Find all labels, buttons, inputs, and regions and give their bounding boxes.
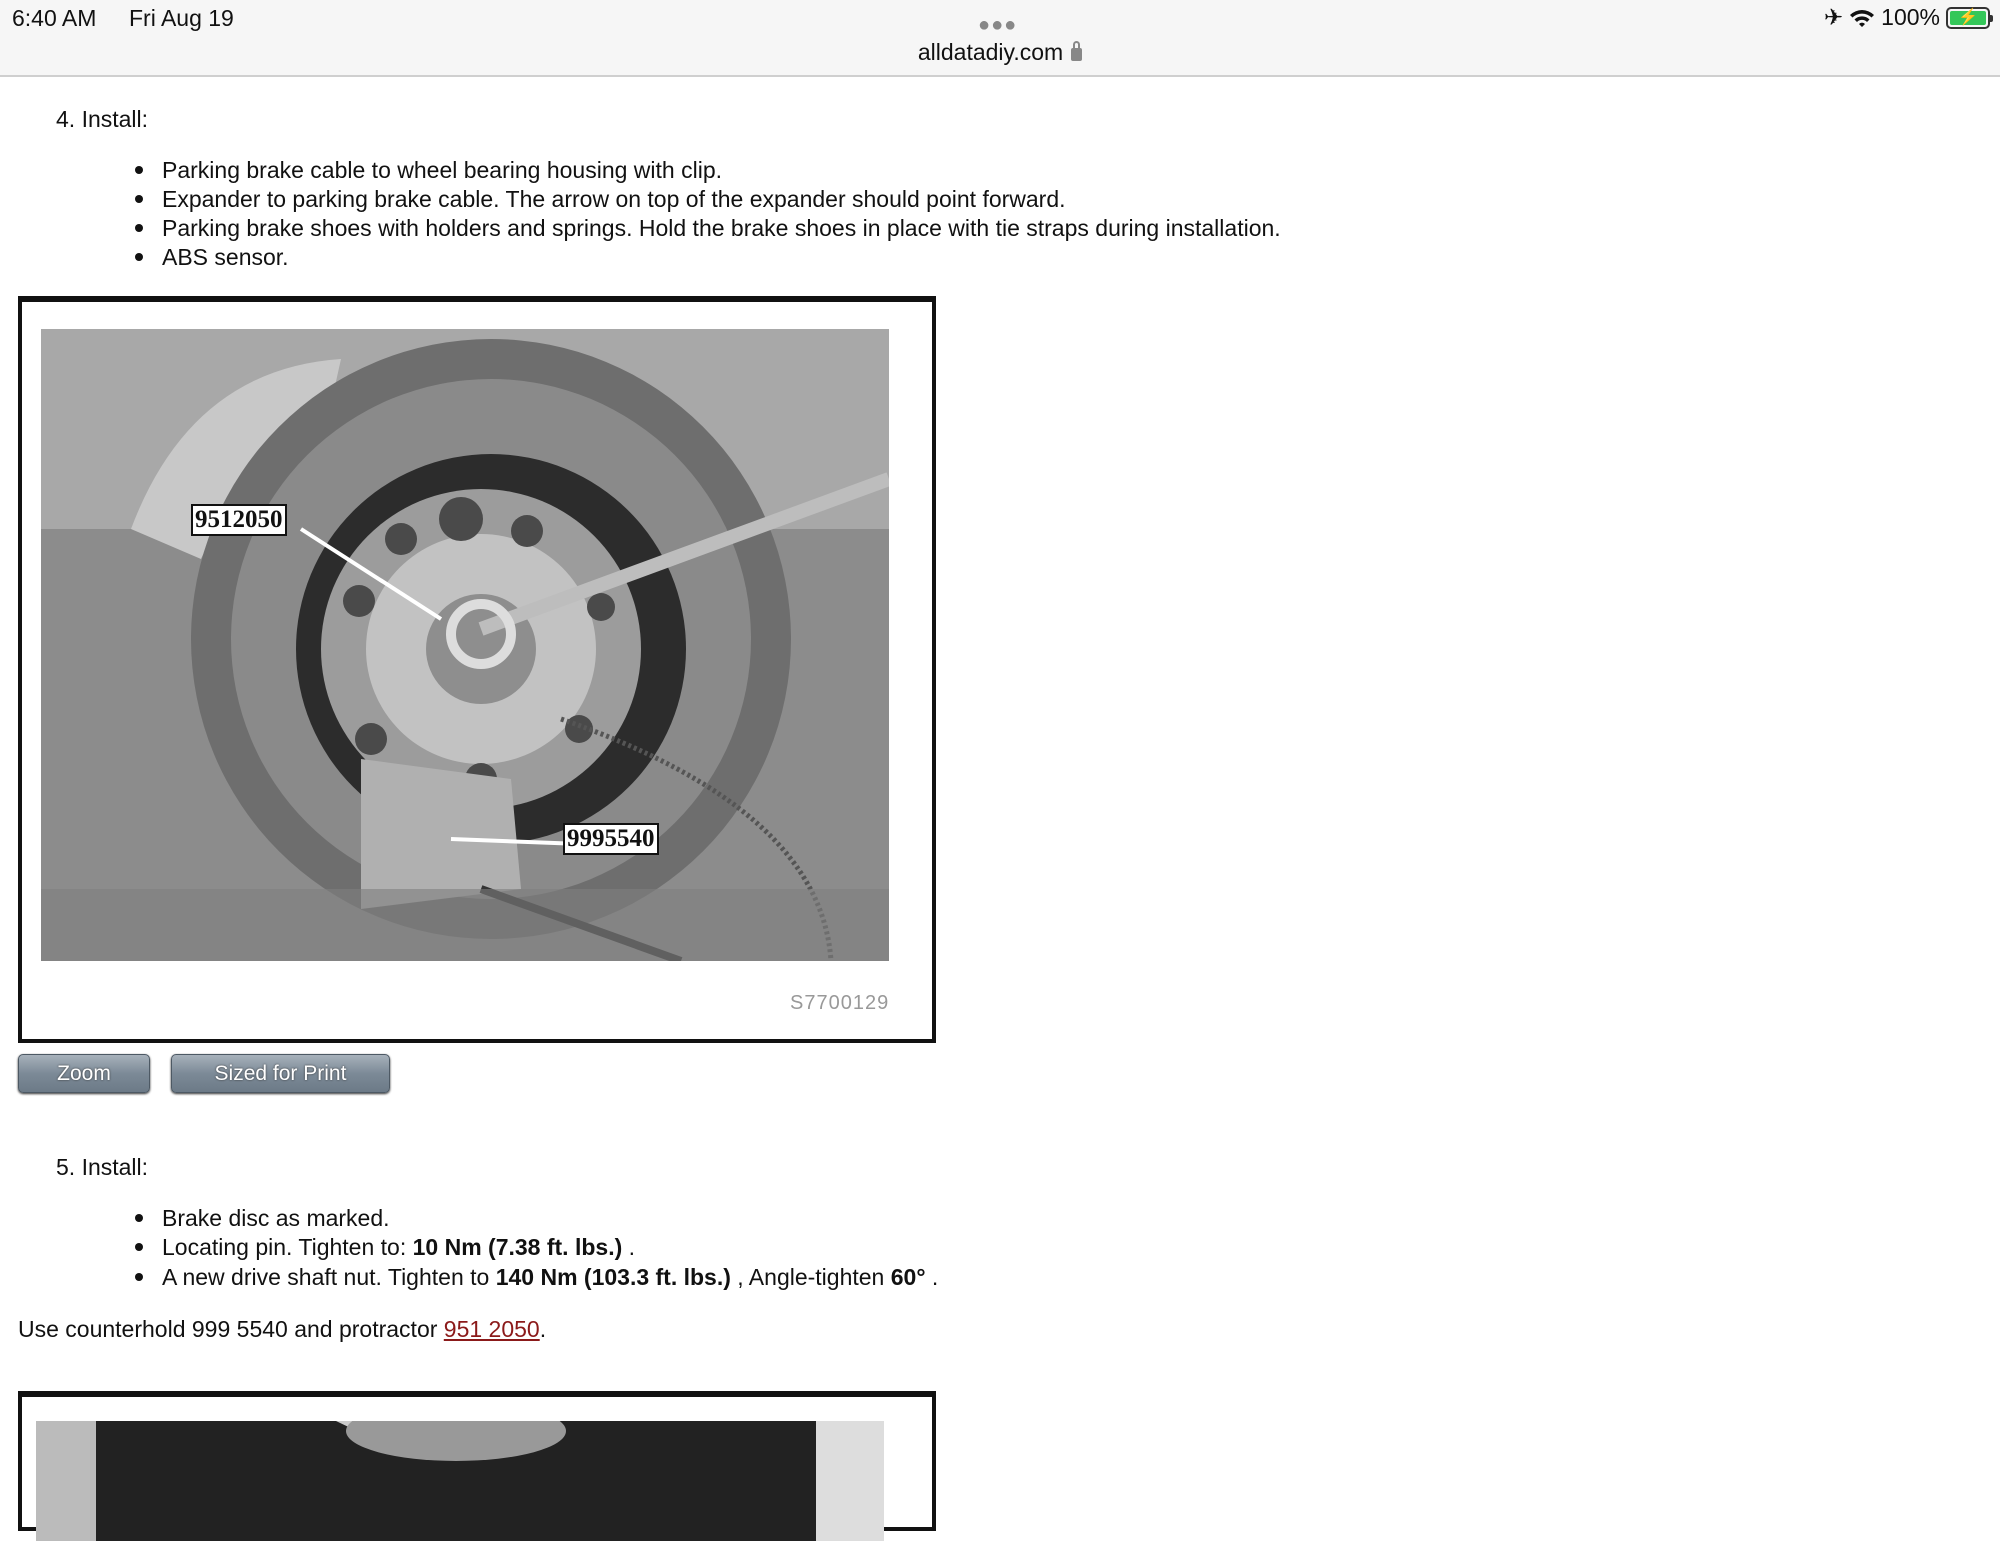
brake-disc-photo — [41, 329, 889, 961]
clock: 6:40 AM — [12, 5, 97, 31]
bullet — [135, 1243, 143, 1251]
bullet — [135, 253, 143, 261]
figure-code: S7700129 — [790, 992, 890, 1014]
step-4-item: Parking brake cable to wheel bearing housing with clip. — [162, 157, 722, 183]
text: Use counterhold 999 5540 and protractor — [18, 1316, 444, 1342]
step-5-label: 5. Install: — [56, 1154, 149, 1180]
text: . — [925, 1264, 939, 1290]
url-text: alldatadiy.com — [917, 39, 1064, 65]
zoom-button[interactable]: Zoom — [18, 1054, 150, 1093]
battery-percent: 100% — [1881, 4, 1940, 30]
bullet — [135, 224, 143, 232]
torque-value: 140 Nm (103.3 ft. lbs.) — [495, 1264, 731, 1290]
protractor-link[interactable]: 951 2050 — [443, 1316, 540, 1342]
text: . — [539, 1316, 547, 1342]
wifi-icon — [1849, 8, 1875, 28]
step-5-item — [162, 1264, 938, 1291]
text: . — [622, 1234, 636, 1260]
photo-2 — [36, 1421, 884, 1541]
callout-label: 9995540 — [563, 823, 659, 855]
step-4-item: ABS sensor. — [162, 244, 289, 270]
sized-for-print-button[interactable]: Sized for Print — [171, 1054, 390, 1093]
step-4-item: Parking brake shoes with holders and springs. Hold the brake shoes in place with tie straps during installation. — [162, 215, 1281, 241]
note — [18, 1316, 546, 1343]
battery-charging-icon: ⚡ — [1946, 7, 1990, 29]
step-4-item: Expander to parking brake cable. The arrow on top of the expander should point forward. — [162, 186, 1066, 212]
figure-frame-2 — [18, 1391, 936, 1531]
step-5-item: Brake disc as marked. — [162, 1205, 390, 1231]
bullet — [135, 1214, 143, 1222]
airplane-icon: ✈ — [1823, 4, 1844, 30]
torque-value: 10 Nm (7.38 ft. lbs.) — [412, 1234, 623, 1260]
bullet — [135, 166, 143, 174]
bullet — [135, 1273, 143, 1281]
text: Locating pin. Tighten to: — [162, 1234, 413, 1260]
step-5-item — [162, 1234, 635, 1261]
lock-icon — [1071, 48, 1082, 61]
more-dots-icon[interactable]: ●●● — [978, 14, 1018, 36]
address-bar[interactable] — [0, 39, 2000, 66]
text: A new drive shaft nut. Tighten to — [162, 1264, 496, 1290]
figure-frame — [18, 296, 936, 1043]
status-bar — [0, 0, 2000, 77]
date: Fri Aug 19 — [129, 5, 234, 31]
text: , Angle-tighten — [730, 1264, 891, 1290]
angle-value: 60° — [890, 1264, 926, 1290]
callout-label: 9512050 — [191, 504, 287, 536]
step-4-label: 4. Install: — [56, 106, 149, 132]
bullet — [135, 195, 143, 203]
